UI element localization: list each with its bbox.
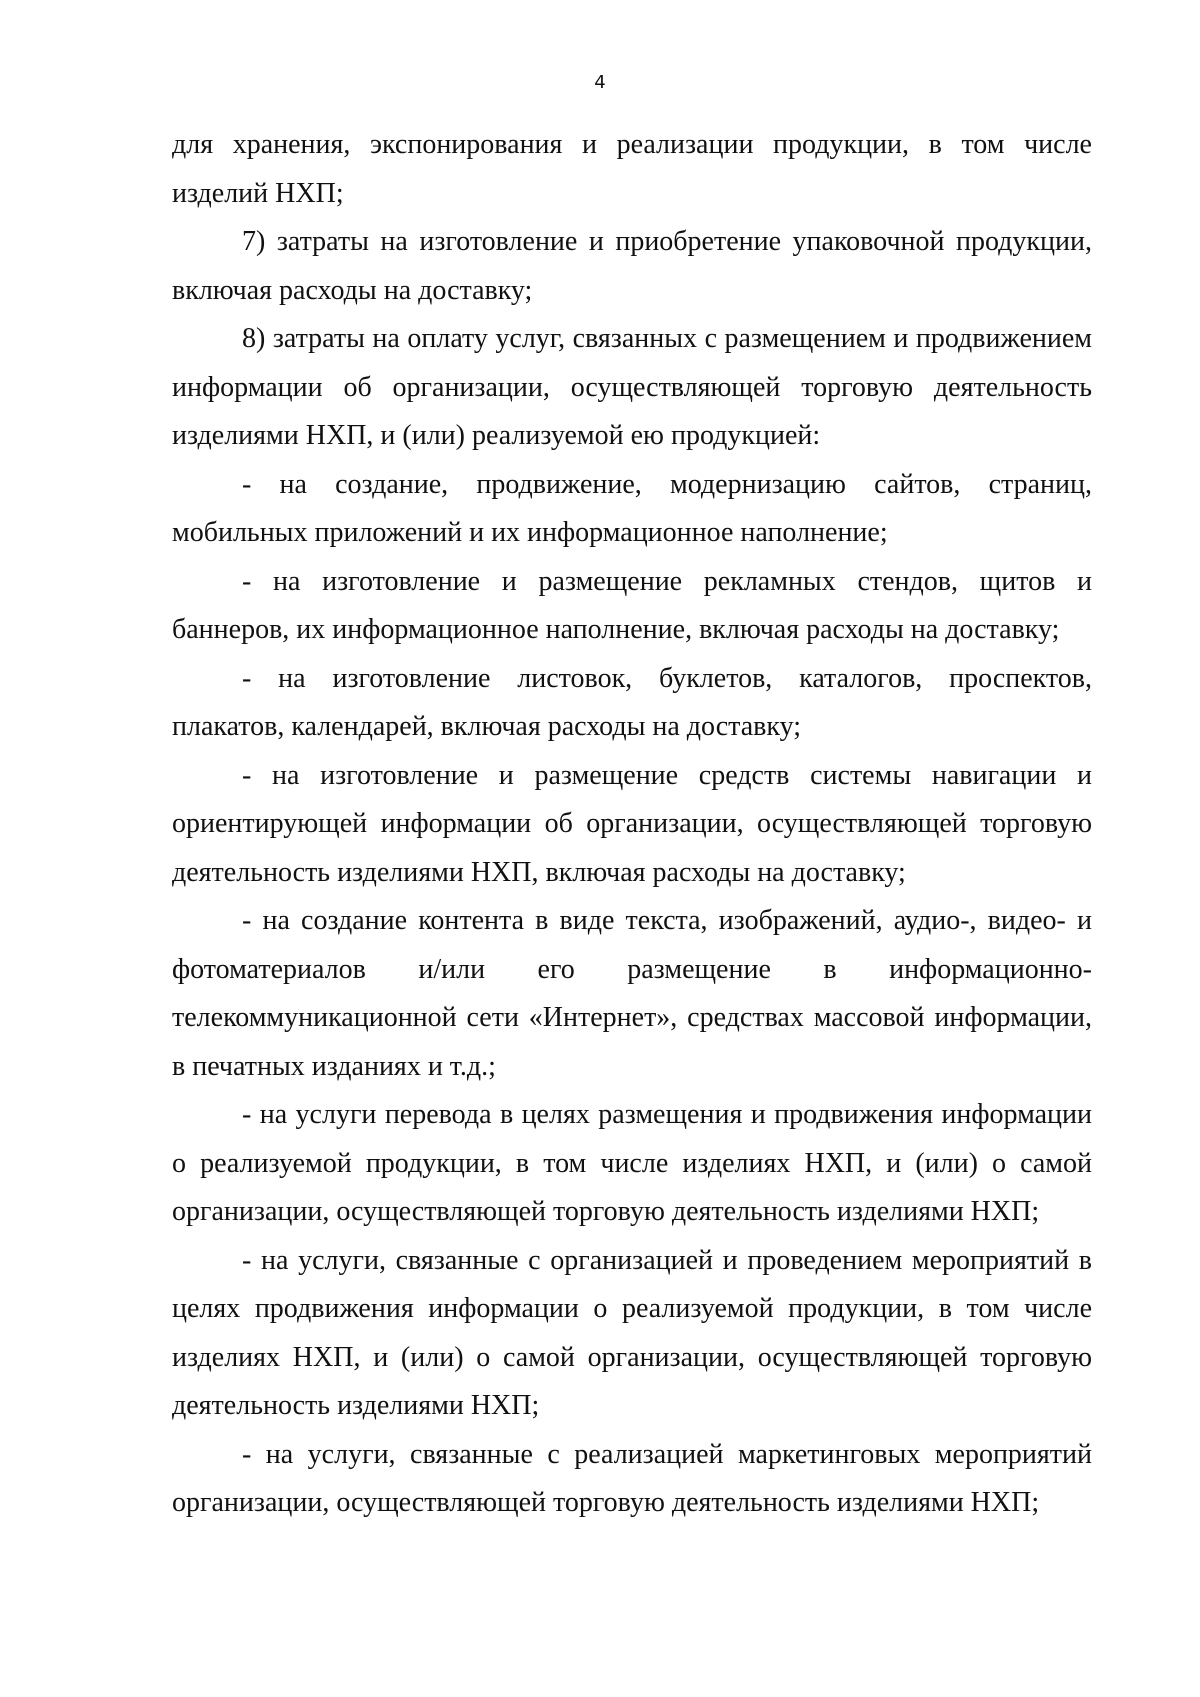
list-item-marketing: - на услуги, связанные с реализацией маркетинговых мероприятий организации, осуществляющей торговую деятельность изделиями НХП; xyxy=(172,1438,1092,1518)
list-item-advertising-stands: - на изготовление и размещение рекламных стендов, щитов и баннеров, их информационное наполнение, включая расходы на доставку; xyxy=(172,565,1092,645)
list-item-events: - на услуги, связанные с организацией и проведением мероприятий в целях продвижения информации о реализуемой продукции, в том числе изделиях НХП, и (или) о самой организации, осуществляющей торговую деятельность изделиями НХП; xyxy=(172,1244,1092,1421)
paragraph-item-8: 8) затраты на оплату услуг, связанных с размещением и продвижением информации об организации, осуществляющей торговую деятельность изделиями НХП, и (или) реализуемой ею продукцией: xyxy=(172,323,1092,451)
list-item-leaflets: - на изготовление листовок, буклетов, каталогов, проспектов, плакатов, календарей, включая расходы на доставку; xyxy=(172,662,1092,742)
paragraph-item-7: 7) затраты на изготовление и приобретение упаковочной продукции, включая расходы на доставку; xyxy=(172,226,1092,306)
paragraph-continuation: для хранения, экспонирования и реализации продукции, в том числе изделий НХП; xyxy=(172,129,1092,209)
list-item-websites: - на создание, продвижение, модернизацию сайтов, страниц, мобильных приложений и их информационное наполнение; xyxy=(172,468,1092,548)
page-number: 4 xyxy=(594,72,606,93)
list-item-content: - на создание контента в виде текста, изображений, аудио-, видео- и фотоматериалов и/или его размещение в информационно-телекоммуникационной сети «Интернет», средствах массовой информации, в печатных изданиях и т.д.; xyxy=(172,905,1092,1082)
document-body xyxy=(172,121,1092,1528)
list-item-navigation: - на изготовление и размещение средств системы навигации и ориентирующей информации об организации, осуществляющей торговую деятельность изделиями НХП, включая расходы на доставку; xyxy=(172,759,1092,888)
list-item-translation: - на услуги перевода в целях размещения и продвижения информации о реализуемой продукции, в том числе изделиях НХП, и (или) о самой организации, осуществляющей торговую деятельность изделиями НХП; xyxy=(172,1099,1092,1227)
